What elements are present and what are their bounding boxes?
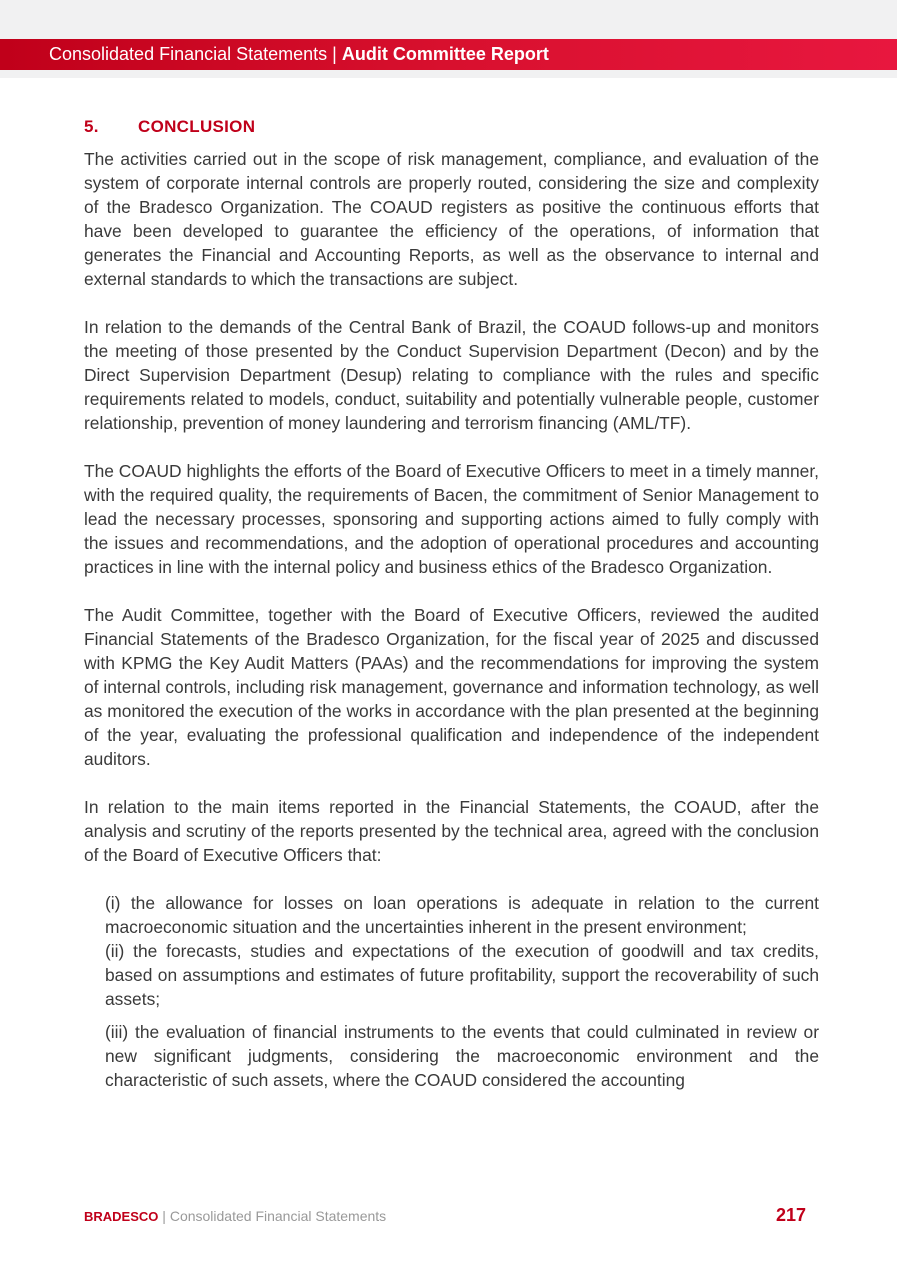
- section-number: 5.: [84, 117, 99, 136]
- paragraph: The activities carried out in the scope of risk management, compliance, and evaluation of the system of corporate internal controls are properly routed, considering the size and complexity of the Bradesco Organization. The COAUD registers as positive the continuous efforts that have been developed to guarantee the efficiency of the operations, of information that generates the Financial and Accounting Reports, as well as the observance to internal and external standards to which the transactions are subject.: [84, 149, 819, 289]
- footer-brand: BRADESCO: [84, 1209, 159, 1224]
- list-item: (i) the allowance for losses on loan operations is adequate in relation to the current macroeconomic situation and the uncertainties inherent in the present environment;: [105, 893, 819, 937]
- page-number: 217: [775, 1205, 806, 1225]
- header-title: Audit Committee Report: [341, 44, 549, 64]
- list-item: (iii) the evaluation of financial instruments to the events that could culminated in review or new significant judgments, considering the macroeconomic environment and the characteristic of such assets, where the COAUD considered the accounting: [105, 1022, 819, 1090]
- footer-subtitle: Consolidated Financial Statements: [169, 1208, 387, 1224]
- paragraph: The COAUD highlights the efforts of the Board of Executive Officers to meet in a timely manner, with the required quality, the requirements of Bacen, the commitment of Senior Management to lead the necessary processes, sponsoring and supporting actions aimed to fully comply with the issues and recommendations, and the adoption of operational procedures and accounting practices in line with the internal policy and business ethics of the Bradesco Organization.: [84, 461, 819, 577]
- document-body: [84, 117, 819, 1092]
- footer-separator: |: [162, 1208, 166, 1224]
- paragraph: In relation to the main items reported in the Financial Statements, the COAUD, after the analysis and scrutiny of the reports presented by the technical area, agreed with the conclusion of the Board of Executive Officers that:: [84, 797, 819, 865]
- paragraph: In relation to the demands of the Central Bank of Brazil, the COAUD follows-up and monitors the meeting of those presented by the Conduct Supervision Department (Decon) and by the Direct Supervision Department (Desup) relating to compliance with the rules and specific requirements related to models, conduct, suitability and potentially vulnerable people, customer relationship, prevention of money laundering and terrorism financing (AML/TF).: [84, 317, 819, 433]
- section-heading: [84, 117, 819, 137]
- page-footer: [84, 1205, 806, 1225]
- conclusion-list: [84, 891, 819, 1092]
- paragraph: The Audit Committee, together with the Board of Executive Officers, reviewed the audited Financial Statements of the Bradesco Organization, for the fiscal year of 2025 and discussed with KPMG the Key Audit Matters (PAAs) and the recommendations for improving the system of internal controls, including risk management, governance and information technology, as well as monitored the execution of the works in accordance with the plan presented at the beginning of the year, evaluating the professional qualification and independence of the independent auditors.: [84, 605, 819, 769]
- header-section: Consolidated Financial Statements: [49, 44, 328, 64]
- page-header: [0, 39, 897, 70]
- section-title: CONCLUSION: [138, 117, 256, 136]
- header-separator: |: [332, 44, 337, 64]
- list-item: (ii) the forecasts, studies and expectations of the execution of goodwill and tax credits, based on assumptions and estimates of future profitability, support the recoverability of such assets;: [105, 941, 819, 1009]
